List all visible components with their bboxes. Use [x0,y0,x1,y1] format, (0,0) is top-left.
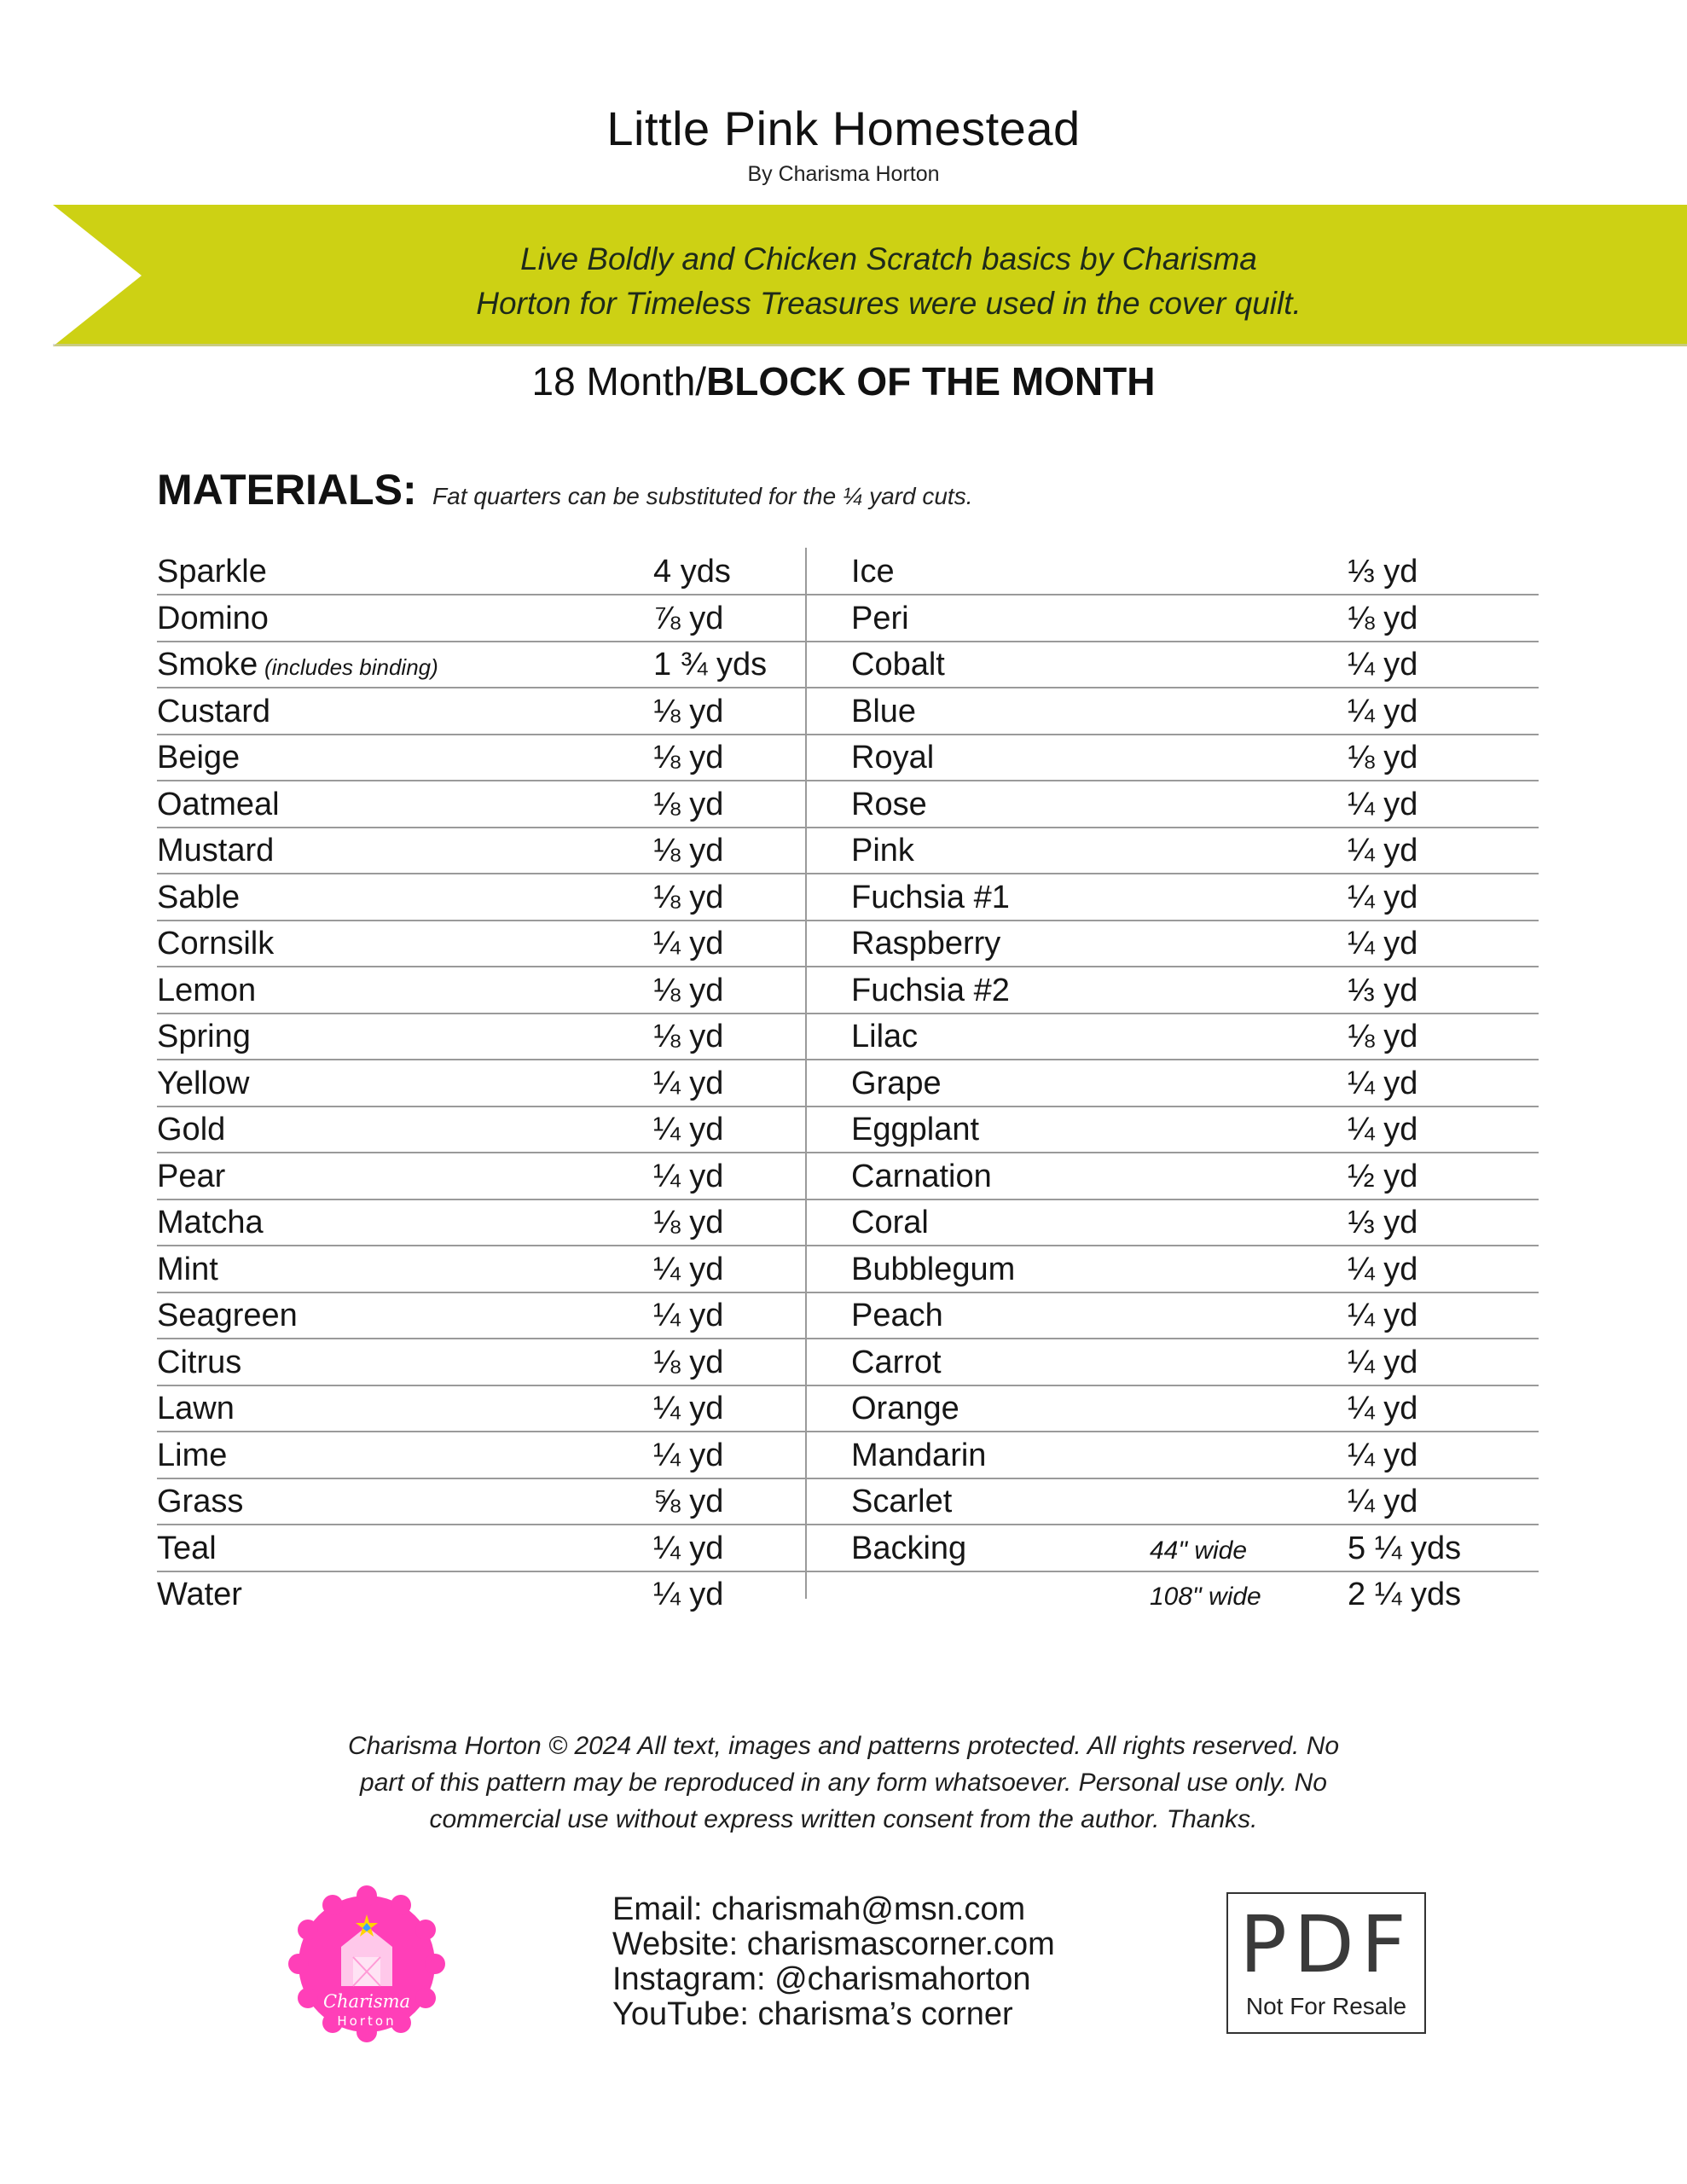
fabric-name: Matcha [157,1205,264,1240]
material-row [157,874,805,921]
fabric-name: Royal [851,740,935,775]
banner-line-2: Horton for Timeless Treasures were used in the cover quilt. [476,286,1301,321]
fabric-quantity: ¼ yd [1348,1065,1418,1101]
logo-badge-icon [288,1885,445,2042]
fabric-name: Mandarin [851,1437,987,1473]
fabric-name: Bubblegum [851,1251,1016,1287]
fabric-name: Oatmeal [157,786,280,822]
fabric-name: Teal [157,1530,217,1566]
material-row [807,1246,1539,1293]
material-row [157,1385,805,1432]
block-of-month-heading [0,358,1687,404]
contact-info [612,1892,1055,2032]
fabric-name: Scarlet [851,1484,953,1519]
material-row [157,734,805,781]
materials-heading: MATERIALS: [157,466,417,514]
fabric-quantity: ⅛ yd [653,1344,724,1380]
backing-width: 44" wide [1150,1536,1248,1565]
fabric-quantity: ⅛ yd [653,972,724,1008]
fabric-quantity: 2 ¼ yds [1348,1577,1462,1612]
material-row [807,1432,1539,1479]
fabric-quantity: ¼ yd [653,1437,724,1473]
fabric-quantity: ¼ yd [653,1391,724,1426]
fabric-quantity: ⅛ yd [653,740,724,775]
material-row [807,1153,1539,1200]
fabric-quantity: ¼ yd [1348,926,1418,961]
fabric-name: Lilac [851,1019,919,1054]
copyright-line-2: part of this pattern may be reproduced in any form whatsoever. Personal use only. No [360,1769,1327,1797]
fabric-quantity: ⅛ yd [653,833,724,868]
svg-text:Horton: Horton [337,2013,397,2029]
copyright-line-3: commercial use without express written consent from the author. Thanks. [429,1805,1258,1833]
fabric-name: Coral [851,1205,929,1240]
fabric-quantity: ⅛ yd [653,1205,724,1240]
fabric-quantity: ¼ yd [653,1112,724,1147]
fabric-quantity: ⅛ yd [1348,600,1418,636]
fabric-quantity: ⅛ yd [653,693,724,729]
fabric-name: Spring [157,1019,251,1054]
fabric-name: Sparkle [157,554,267,590]
charisma-horton-logo [288,1885,445,2042]
pdf-not-for-resale-badge [1226,1892,1426,2034]
fabric-quantity: ¼ yd [653,926,724,961]
fabric-name: Water [157,1577,242,1612]
fabric-name: Ice [851,554,895,590]
document-byline: By Charisma Horton [747,162,940,186]
fabric-name: Custard [157,693,271,729]
material-row [807,1385,1539,1432]
materials-header [157,465,973,514]
fabric-quantity: ⅓ yd [1348,972,1418,1008]
fabric-name: Lime [157,1437,228,1473]
fabric-name: Smoke [157,647,258,682]
banner-text [411,237,1366,326]
backing-width: 108" wide [1150,1583,1261,1611]
material-row [807,1339,1539,1386]
fabric-quantity: ⅓ yd [1348,554,1418,590]
fabric-name: Seagreen [157,1298,298,1333]
fabric-quantity: ¼ yd [653,1577,724,1612]
fabric-name: Fuchsia #2 [851,972,1010,1008]
fabric-name: Grass [157,1484,244,1519]
fabric-name: Cornsilk [157,926,275,961]
fabric-quantity: ⅛ yd [1348,740,1418,775]
fabric-quantity: ¼ yd [653,1158,724,1194]
fabric-name: Sable [157,879,241,915]
fabric-quantity: ⅛ yd [653,879,724,915]
fabric-name: Lawn [157,1391,235,1426]
subtitle-normal: 18 Month/ [531,359,707,404]
fabric-name: Raspberry [851,926,1001,961]
fabric-name: Yellow [157,1065,250,1101]
fabric-name: Carnation [851,1158,992,1194]
material-row [807,641,1539,688]
material-row [157,1106,805,1153]
fabric-quantity: ⅛ yd [653,1019,724,1054]
material-row [807,734,1539,781]
material-row [157,1571,805,1617]
fabric-quantity: ¼ yd [653,1298,724,1333]
copyright-line-1: Charisma Horton © 2024 All text, images and patterns protected. All rights reserved. No [347,1732,1340,1760]
fabric-name: Grape [851,1065,942,1101]
material-row [807,1013,1539,1060]
fabric-quantity: ⅞ yd [653,600,724,636]
fabric-quantity: 4 yds [653,554,731,590]
fabric-quantity: ⅝ yd [653,1484,724,1519]
contact-youtube[interactable]: YouTube: charisma’s corner [612,1996,1013,2032]
fabric-quantity: 1 ¾ yds [653,647,768,682]
fabric-quantity: ¼ yd [1348,1391,1418,1426]
material-row [807,688,1539,735]
material-row [807,1571,1539,1617]
fabric-name: Fuchsia #1 [851,879,1010,915]
material-row [807,1478,1539,1525]
fabric-name: Beige [157,740,241,775]
fabric-name: Domino [157,600,269,636]
material-row [157,1013,805,1060]
fabric-name: Pink [851,833,914,868]
material-row [157,1478,805,1525]
material-row [157,920,805,967]
fabric-name: Peri [851,600,909,636]
material-row [157,548,805,595]
fabric-name: Citrus [157,1344,242,1380]
svg-text:Charisma: Charisma [322,1991,411,2012]
material-row [807,1199,1539,1246]
materials-note: Fat quarters can be substituted for the ¼ yard cuts. [432,483,973,509]
material-row [157,1153,805,1200]
fabric-name: Backing [851,1530,967,1566]
fabric-name: Rose [851,786,927,822]
material-row [807,920,1539,967]
material-row [807,874,1539,921]
fabric-quantity: ⅛ yd [653,786,724,822]
fabric-name: Eggplant [851,1112,980,1147]
material-row [157,781,805,828]
fabric-name: Mint [157,1251,218,1287]
material-row [807,1525,1539,1572]
fabric-banner [53,205,1687,346]
fabric-quantity: ¼ yd [1348,1298,1418,1333]
fabric-name: Orange [851,1391,959,1426]
fabric-quantity: ¼ yd [1348,693,1418,729]
fabric-quantity: ¼ yd [1348,1484,1418,1519]
fabric-note: (includes binding) [264,654,438,680]
fabric-quantity: ½ yd [1348,1158,1418,1194]
fabric-quantity: ⅓ yd [1348,1205,1418,1240]
fabric-name: Gold [157,1112,226,1147]
contact-website[interactable]: Website: charismascorner.com [612,1926,1055,1962]
fabric-quantity: ¼ yd [653,1251,724,1287]
fabric-quantity: ¼ yd [1348,879,1418,915]
banner-line-1: Live Boldly and Chicken Scratch basics by Charisma [520,241,1257,276]
fabric-quantity: ¼ yd [1348,1437,1418,1473]
copyright-notice [0,1728,1687,1838]
fabric-name: Blue [851,693,917,729]
material-row [157,1060,805,1107]
fabric-quantity: ¼ yd [1348,833,1418,868]
pdf-badge-caption: Not For Resale [1245,1993,1407,2019]
material-row [157,595,805,642]
material-row [157,967,805,1014]
material-row [157,1199,805,1246]
fabric-quantity: ¼ yd [653,1065,724,1101]
material-row [157,641,805,688]
contact-instagram[interactable]: Instagram: @charismahorton [612,1961,1031,1997]
material-row [157,827,805,874]
material-row [157,688,805,735]
material-row [807,1060,1539,1107]
document-title: Little Pink Homestead [606,102,1081,155]
fabric-name: Lemon [157,972,257,1008]
material-row [807,967,1539,1014]
material-row [157,1432,805,1479]
material-row [157,1339,805,1386]
fabric-name: Carrot [851,1344,942,1380]
fabric-name: Mustard [157,833,275,868]
material-row [807,781,1539,828]
material-row [157,1292,805,1339]
fabric-name: Peach [851,1298,943,1333]
contact-email[interactable]: Email: charismah@msn.com [612,1891,1026,1927]
fabric-name: Pear [157,1158,226,1194]
material-row [157,1525,805,1572]
material-row [807,595,1539,642]
fabric-quantity: ¼ yd [1348,786,1418,822]
fabric-quantity: ¼ yd [1348,1251,1418,1287]
subtitle-bold: BLOCK OF THE MONTH [706,359,1156,404]
fabric-name: Cobalt [851,647,945,682]
fabric-quantity: ¼ yd [653,1530,724,1566]
fabric-quantity: ¼ yd [1348,1344,1418,1380]
material-row [157,1246,805,1293]
fabric-quantity: ¼ yd [1348,1112,1418,1147]
fabric-quantity: ¼ yd [1348,647,1418,682]
material-row [807,1292,1539,1339]
material-row [807,1106,1539,1153]
fabric-quantity: ⅛ yd [1348,1019,1418,1054]
material-row [807,827,1539,874]
pdf-badge-title: PDF [1239,1899,1413,1990]
material-row [807,548,1539,595]
fabric-quantity: 5 ¼ yds [1348,1530,1462,1566]
